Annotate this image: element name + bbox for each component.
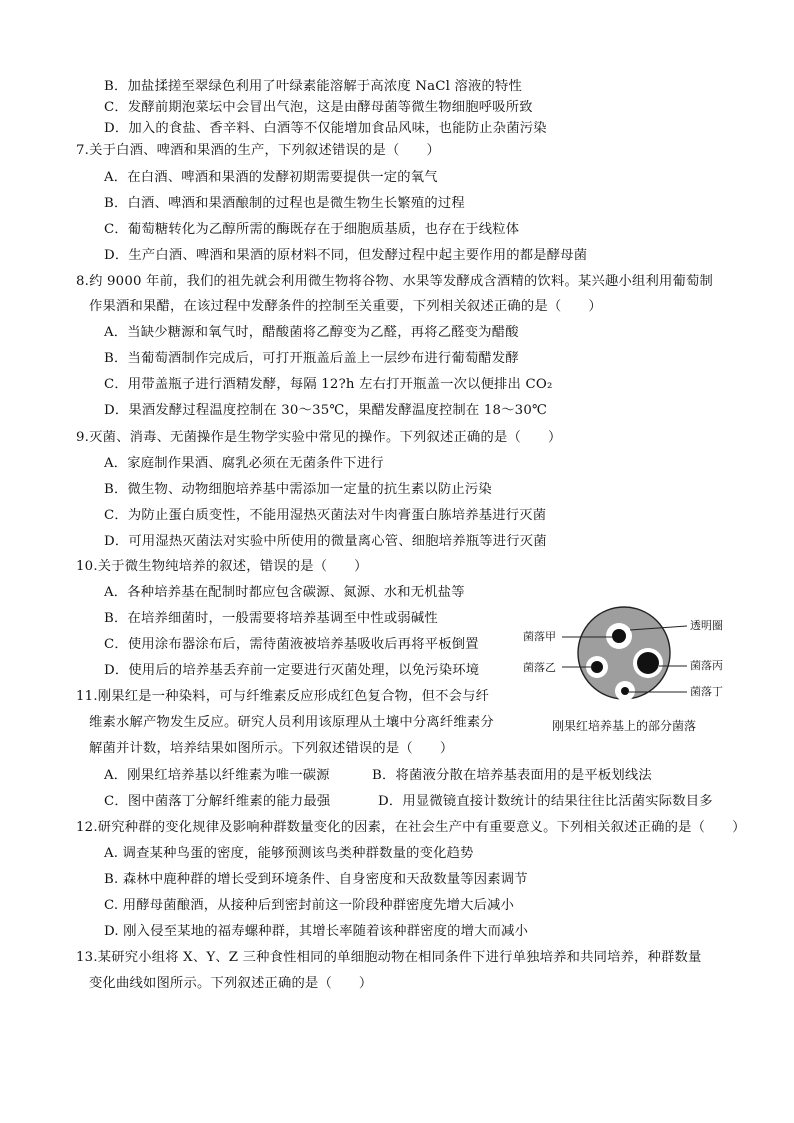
q9-option-b: B．微生物、动物细胞培养基中需添加一定量的抗生素以防止污染 <box>104 482 492 497</box>
q8-option-a: A．当缺少糖源和氧气时，醋酸菌将乙醇变为乙醛，再将乙醛变为醋酸 <box>104 325 519 340</box>
label-colony-bing: 菌落丙 <box>690 659 723 672</box>
q11-option-c: C．图中菌落丁分解纤维素的能力最强 <box>104 794 331 809</box>
q8-option-c: C．用带盖瓶子进行酒精发酵，每隔 12?h 左右打开瓶盖一次以便排出 CO₂ <box>104 377 553 392</box>
q11-stem-line3: 解菌并计数，培养结果如图所示。下列叙述错误的是（ ） <box>89 741 454 756</box>
label-colony-yi: 菌落乙 <box>523 661 556 674</box>
q8-stem-line2: 作果酒和果醋，在该过程中发酵条件的控制至关重要，下列相关叙述正确的是（ ） <box>89 299 602 314</box>
q9-option-a: A．家庭制作果酒、腐乳必须在无菌条件下进行 <box>104 456 384 471</box>
q12-option-a: A. 调查某种鸟蛋的密度，能够预测该鸟类种群数量的变化趋势 <box>104 846 474 861</box>
q8-option-b: B．当葡萄酒制作完成后，可打开瓶盖后盖上一层纱布进行葡萄醋发酵 <box>104 351 519 366</box>
q11-stem-line1: 11.刚果红是一种染料，可与纤维素反应形成红色复合物，但不会与纤 <box>76 689 490 704</box>
petri-dish-figure <box>520 606 730 741</box>
q10-stem: 10.关于微生物纯培养的叙述，错误的是（ ） <box>76 559 368 574</box>
colony-bing <box>637 652 659 674</box>
q7-option-c: C．葡萄糖转化为乙醇所需的酶既存在于细胞质基质，也存在于线粒体 <box>104 222 520 237</box>
q11-option-b: B．将菌液分散在培养基表面用的是平板划线法 <box>372 768 652 783</box>
q7-stem: 7.关于白酒、啤酒和果酒的生产，下列叙述错误的是（ ） <box>76 143 441 158</box>
label-clear-zone: 透明圈 <box>690 619 723 632</box>
q11-option-d: D．用显微镜直接计数统计的结果往往比活菌实际数目多 <box>378 794 713 809</box>
q10-option-b: B．在培养细菌时，一般需要将培养基调至中性或弱碱性 <box>104 611 438 626</box>
q6-option-b: B．加盐揉搓至翠绿色利用了叶绿素能溶解于高浓度 NaCl 溶液的特性 <box>104 79 523 94</box>
q12-option-c: C. 用酵母菌酿酒，从接种后到密封前这一阶段种群密度先增大后减小 <box>104 898 515 913</box>
q10-option-d: D．使用后的培养基丢弃前一定要进行灭菌处理，以免污染环境 <box>104 663 480 678</box>
q9-option-d: D．可用湿热灭菌法对实验中所使用的微量离心管、细胞培养瓶等进行灭菌 <box>104 534 547 549</box>
label-colony-ding: 菌落丁 <box>690 685 723 698</box>
q7-option-b: B．白酒、啤酒和果酒酿制的过程也是微生物生长繁殖的过程 <box>104 196 465 211</box>
q7-option-d: D．生产白酒、啤酒和果酒的原材料不同，但发酵过程中起主要作用的都是酵母菌 <box>104 248 588 263</box>
colony-jia <box>612 629 626 643</box>
q8-option-d: D．果酒发酵过程温度控制在 30～35℃，果醋发酵温度控制在 18～30℃ <box>104 403 548 418</box>
q12-option-b: B. 森林中鹿种群的增长受到环境条件、自身密度和天敌数量等因素调节 <box>104 872 528 887</box>
q12-option-d: D. 刚入侵至某地的福寿螺种群，其增长率随着该种群密度的增大而减小 <box>104 924 529 939</box>
figure-caption: 刚果红培养基上的部分菌落 <box>552 719 697 733</box>
q10-option-c: C．使用涂布器涂布后，需待菌液被培养基吸收后再将平板倒置 <box>104 637 479 652</box>
q8-stem-line1: 8.约 9000 年前，我们的祖先就会利用微生物将谷物、水果等发酵成含酒精的饮料。某兴趣小组利用葡萄制 <box>76 274 713 289</box>
label-colony-jia: 菌落甲 <box>523 630 556 643</box>
q9-stem: 9.灭菌、消毒、无菌操作是生物学实验中常见的操作。下列叙述正确的是（ ） <box>76 430 562 445</box>
q13-stem-line2: 变化曲线如图所示。下列叙述正确的是（ ） <box>89 976 373 991</box>
q11-option-a: A．刚果红培养基以纤维素为唯一碳源 <box>104 768 330 783</box>
q6-option-d: D．加入的食盐、香辛料、白酒等不仅能增加食品风味，也能防止杂菌污染 <box>104 121 547 136</box>
colony-ding <box>621 687 629 695</box>
q13-stem-line1: 13.某研究小组将 X、Y、Z 三种食性相同的单细胞动物在相同条件下进行单独培养和共同培养，种群数量 <box>76 950 702 965</box>
q12-stem: 12.研究种群的变化规律及影响种群数量变化的因素，在社会生产中有重要意义。下列相关叙述正确的是（ ） <box>76 820 746 835</box>
q7-option-a: A．在白酒、啤酒和果酒的发酵初期需要提供一定的氧气 <box>104 170 438 185</box>
q9-option-c: C．为防止蛋白质变性，不能用湿热灭菌法对牛肉膏蛋白胨培养基进行灭菌 <box>104 508 547 523</box>
q6-option-c: C．发酵前期泡菜坛中会冒出气泡，这是由酵母菌等微生物细胞呼吸所致 <box>104 100 533 115</box>
q11-stem-line2: 维素水解产物发生反应。研究人员利用该原理从土壤中分离纤维素分 <box>89 715 494 730</box>
q10-option-a: A．各种培养基在配制时都应包含碳源、氮源、水和无机盐等 <box>104 585 465 600</box>
